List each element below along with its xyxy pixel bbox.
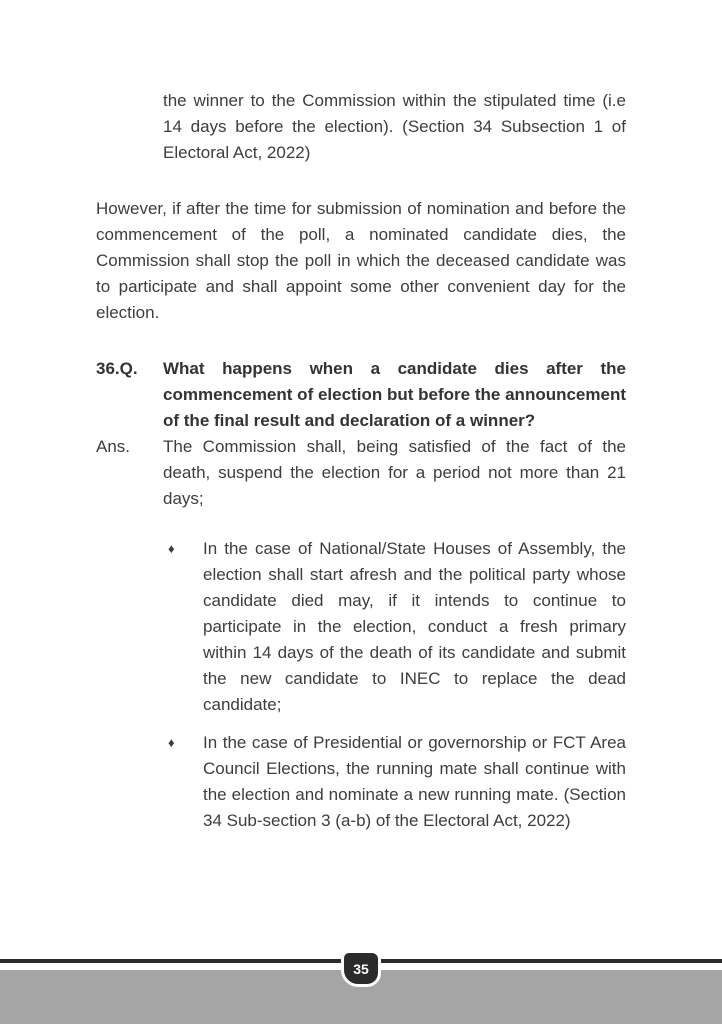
question-block (96, 356, 626, 434)
bullet-text: In the case of National/State Houses of Assembly, the election shall start afresh and the political party whose candidate died may, if it intends to continue to participate in the election, conduct a fresh primary within 14 days of the death of its candidate and submit the new candidate to INEC to replace the dead candidate; (203, 539, 626, 714)
bullet-item (168, 536, 626, 718)
answer-text: The Commission shall, being satisfied of the fact of the death, suspend the election for a period not more than 21 days; (163, 437, 626, 508)
however-paragraph: However, if after the time for submission of nomination and before the commencement of the poll, a nominated candidate dies, the Commission shall stop the poll in which the deceased candidate was to participate and shall appoint some other convenient day for the election. (96, 199, 626, 322)
answer-block (96, 434, 626, 512)
page-content (96, 0, 626, 846)
question-number: 36.Q. (96, 359, 138, 378)
page-number-badge: 35 (341, 950, 381, 987)
answer-label: Ans. (96, 437, 131, 456)
bullet-list (168, 536, 626, 834)
question-text: What happens when a candidate dies after the commencement of election but before the announcement of the final result and declaration of a winner? (163, 359, 626, 430)
diamond-bullet-icon: ♦ (168, 541, 175, 556)
bullet-text: In the case of Presidential or governorship or FCT Area Council Elections, the running mate shall continue with the election and nominate a new running mate. (Section 34 Sub-section 3 (a-b) of the Electoral Act, 2022) (203, 733, 626, 830)
diamond-bullet-icon: ♦ (168, 735, 175, 750)
bullet-item (168, 730, 626, 834)
intro-paragraph: the winner to the Commission within the stipulated time (i.e 14 days before the election). (Section 34 Subsection 1 of Electoral Act, 2022) (163, 91, 626, 162)
